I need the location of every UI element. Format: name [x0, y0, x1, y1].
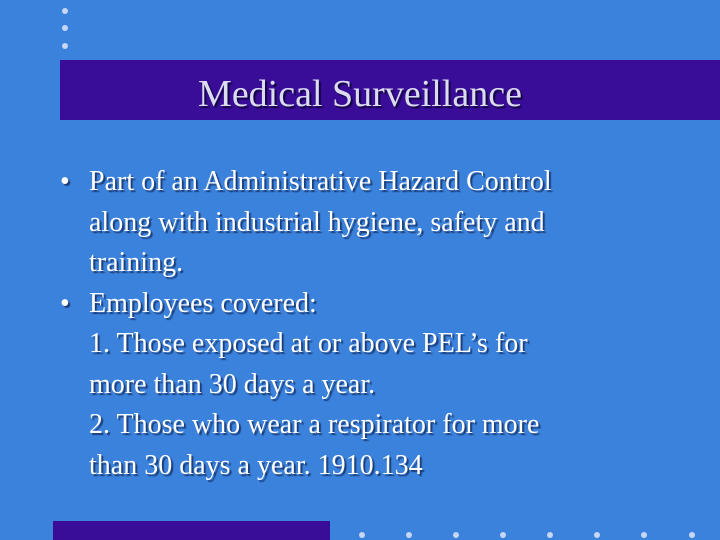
- decorative-dot: [62, 8, 68, 14]
- decorative-dot: [641, 532, 647, 538]
- bullet-line: Part of an Administrative Hazard Control: [89, 166, 552, 197]
- decorative-dot: [500, 532, 506, 538]
- slide-body: [60, 162, 670, 486]
- decorative-dot: [594, 532, 600, 538]
- bullet-line: along with industrial hygiene, safety and: [89, 206, 545, 238]
- bullet-line: 2. Those who wear a respirator for more: [89, 409, 540, 440]
- bullet-item: [60, 284, 670, 487]
- decorative-dot: [359, 532, 365, 538]
- decorative-dot: [689, 532, 695, 538]
- bullet-icon: •: [60, 166, 70, 197]
- bullet-line: 1. Those exposed at or above PEL’s for: [89, 328, 528, 359]
- slide-title: Medical Surveillance: [198, 73, 522, 115]
- decorative-dot: [453, 532, 459, 538]
- bottom-bar: [53, 521, 330, 540]
- decorative-dot: [62, 25, 68, 31]
- bullet-line: Employees covered:: [89, 287, 317, 319]
- bullet-item: [60, 162, 670, 284]
- bullet-line: more than 30 days a year.: [89, 368, 376, 400]
- decorative-dot: [547, 532, 553, 538]
- bullet-icon: •: [60, 287, 70, 319]
- decorative-dot: [62, 43, 68, 49]
- bullet-line: than 30 days a year. 1910.134: [89, 449, 423, 481]
- decorative-dot: [406, 532, 412, 538]
- bullet-line: training.: [89, 247, 184, 278]
